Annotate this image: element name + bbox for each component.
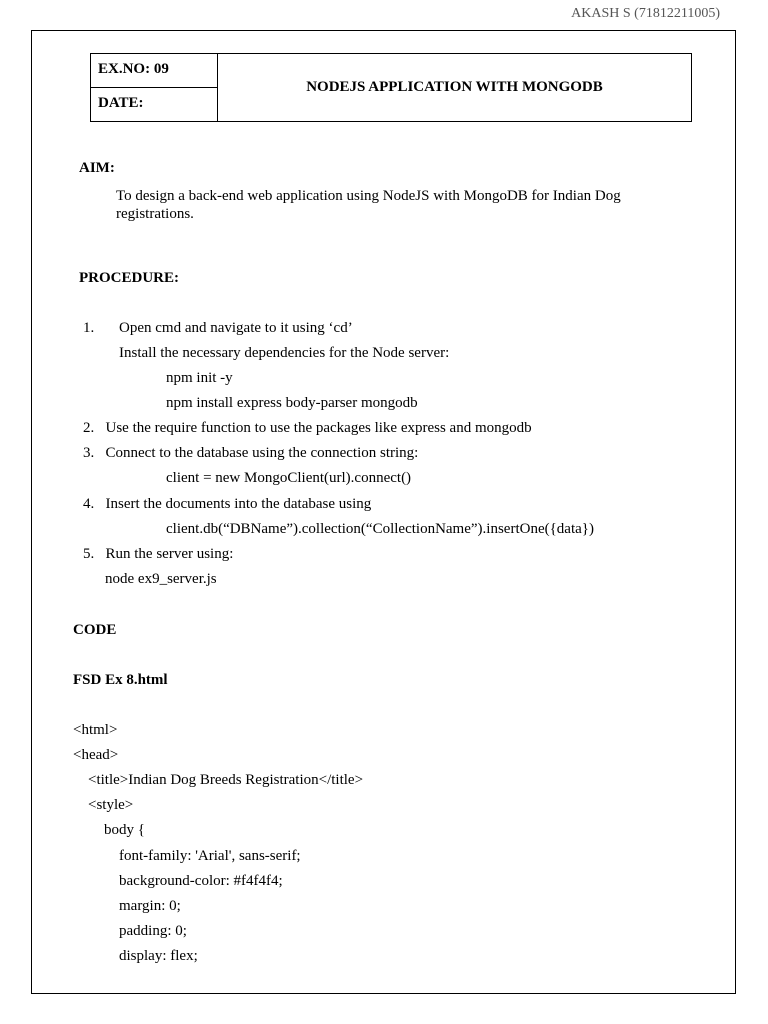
code-file-name: FSD Ex 8.html bbox=[73, 672, 168, 688]
title-table bbox=[90, 53, 692, 122]
code-line: <title>Indian Dog Breeds Registration</title> bbox=[88, 772, 364, 788]
step-2-text: 2. Use the require function to use the packages like express and mongodb bbox=[83, 420, 532, 436]
step-1-command-2: npm install express body-parser mongodb bbox=[166, 395, 418, 411]
code-line: margin: 0; bbox=[119, 898, 181, 914]
step-3-text: 3. Connect to the database using the connection string: bbox=[83, 445, 419, 461]
step-5-code: node ex9_server.js bbox=[105, 571, 217, 587]
code-line: padding: 0; bbox=[119, 923, 187, 939]
ex-no-cell: EX.NO: 09 bbox=[91, 54, 218, 88]
step-3-code: client = new MongoClient(url).connect() bbox=[166, 470, 412, 486]
step-1-subtext: Install the necessary dependencies for the Node server: bbox=[119, 345, 450, 361]
document-title: NODEJS APPLICATION WITH MONGODB bbox=[306, 79, 603, 95]
code-line: font-family: 'Arial', sans-serif; bbox=[119, 848, 301, 864]
page-header-author: AKASH S (71812211005) bbox=[571, 6, 720, 21]
code-line: body { bbox=[104, 822, 145, 838]
step-1-number: 1. bbox=[83, 320, 95, 336]
procedure-heading: PROCEDURE: bbox=[79, 270, 179, 286]
aim-heading: AIM: bbox=[79, 160, 115, 176]
step-5-text: 5. Run the server using: bbox=[83, 546, 234, 562]
code-heading: CODE bbox=[73, 622, 117, 638]
step-4-code: client.db(“DBName”).collection(“CollectionName”).insertOne({data}) bbox=[166, 521, 594, 537]
step-1-text: Open cmd and navigate to it using ‘cd’ bbox=[119, 320, 353, 336]
code-line: display: flex; bbox=[119, 948, 198, 964]
code-line: background-color: #f4f4f4; bbox=[119, 873, 283, 889]
code-line: <head> bbox=[73, 747, 119, 763]
step-1-command-1: npm init -y bbox=[166, 370, 233, 386]
step-4-text: 4. Insert the documents into the database using bbox=[83, 496, 372, 512]
aim-text: To design a back-end web application using NodeJS with MongoDB for Indian Dog registrations. bbox=[116, 188, 621, 222]
code-line: <html> bbox=[73, 722, 118, 738]
date-cell: DATE: bbox=[91, 88, 218, 121]
code-line: <style> bbox=[88, 797, 134, 813]
